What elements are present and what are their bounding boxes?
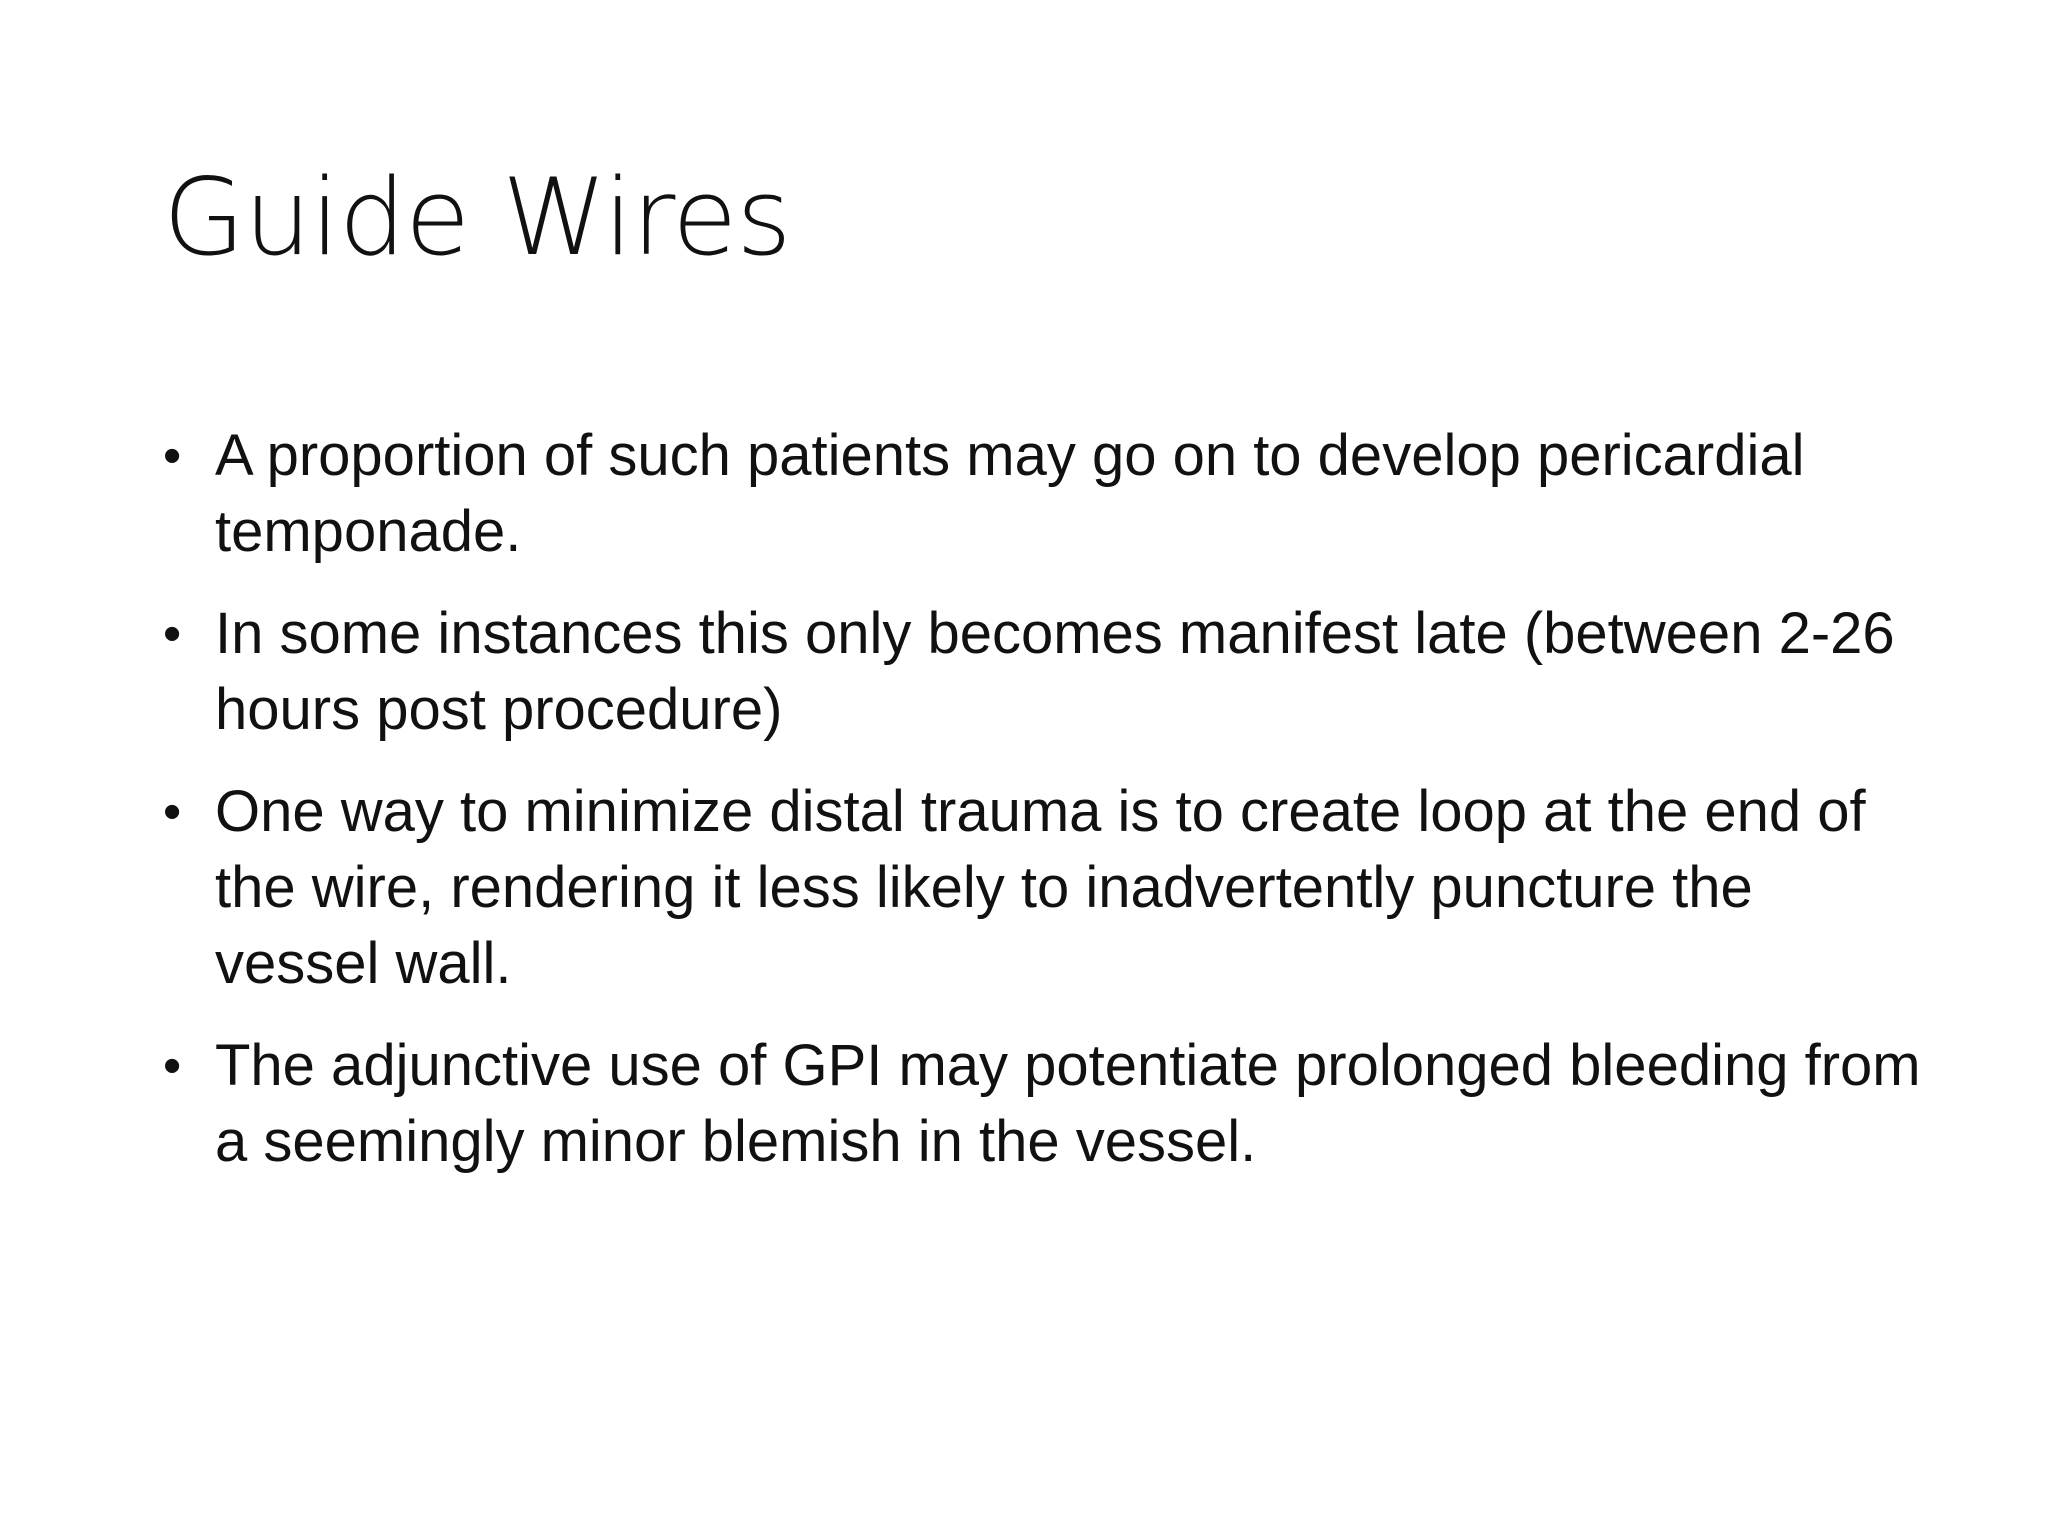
bullet-icon: • — [163, 427, 182, 485]
bullet-text: One way to minimize distal trauma is to create loop at the end of the wire, rendering it less likely to inadvertently puncture the vessel wall. — [215, 779, 1866, 996]
bullet-list — [163, 418, 1923, 1206]
bullet-text: The adjunctive use of GPI may potentiate prolonged bleeding from a seemingly minor blemish in the vessel. — [215, 1033, 1921, 1174]
bullet-item — [163, 418, 1923, 570]
slide-title: Guide Wires — [163, 156, 791, 279]
bullet-icon: • — [163, 605, 182, 663]
bullet-item — [163, 1028, 1923, 1180]
bullet-text: A proportion of such patients may go on to develop pericardial temponade. — [215, 423, 1805, 564]
bullet-item — [163, 596, 1923, 748]
bullet-icon: • — [163, 783, 182, 841]
bullet-item — [163, 774, 1923, 1002]
bullet-text: In some instances this only becomes manifest late (between 2-26 hours post procedure) — [215, 601, 1895, 742]
bullet-icon: • — [163, 1037, 182, 1095]
